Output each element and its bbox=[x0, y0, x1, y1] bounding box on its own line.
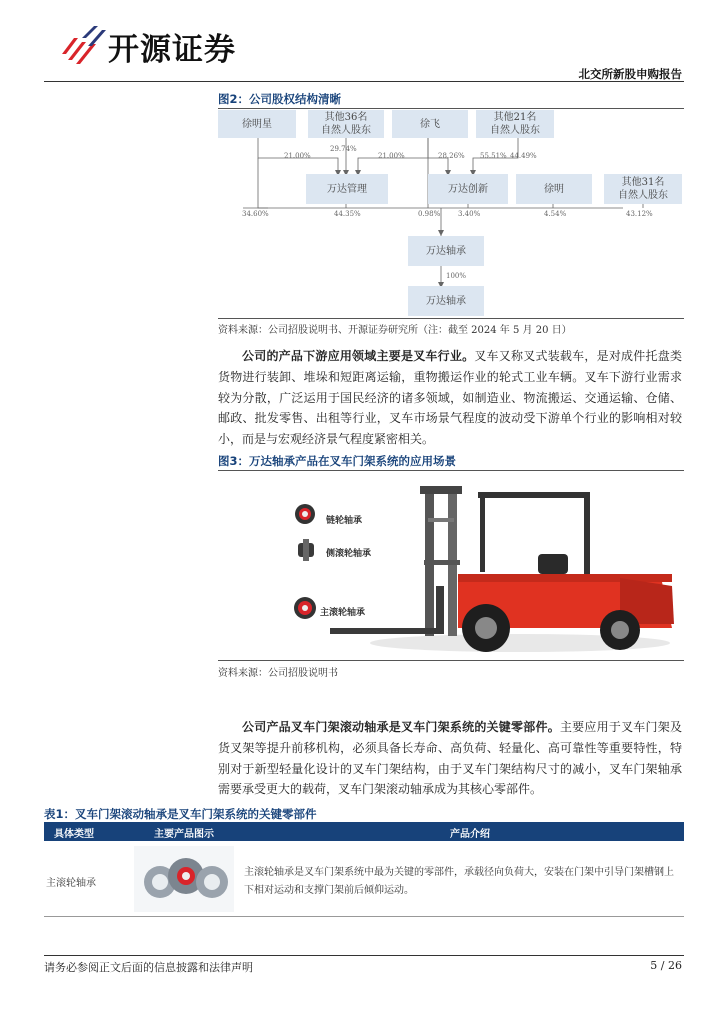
figure2-title: 图2：公司股权结构清晰 bbox=[218, 92, 342, 106]
shareholder-box: 徐飞 bbox=[392, 110, 468, 138]
bearing-icon bbox=[293, 596, 317, 620]
subsidiary-box: 万达轴承 bbox=[408, 286, 484, 316]
ownership-percent: 43.12% bbox=[626, 210, 653, 218]
forklift-icon bbox=[290, 478, 682, 656]
table-header-cell: 具体类型 bbox=[54, 829, 94, 840]
table-bottom-rule bbox=[44, 916, 684, 917]
company-box: 万达轴承 bbox=[408, 236, 484, 266]
report-type: 北交所新股申购报告 bbox=[578, 67, 682, 81]
ownership-chart bbox=[218, 108, 684, 318]
side-roller-bearing-label: 侧滚轮轴承 bbox=[326, 549, 372, 559]
ownership-percent: 21.00% bbox=[284, 152, 311, 160]
ownership-percent: 21.00% bbox=[378, 152, 405, 160]
ownership-percent: 55.51% bbox=[480, 152, 507, 160]
figure2-bottom-rule bbox=[218, 318, 684, 319]
entity-box: 万达管理 bbox=[306, 174, 388, 204]
paragraph-forklift-industry bbox=[218, 346, 682, 450]
page-number: 5 / 26 bbox=[650, 959, 682, 972]
figure3-title: 图3：万达轴承产品在叉车门架系统的应用场景 bbox=[218, 454, 456, 468]
company-name: 开源证券 bbox=[108, 32, 236, 68]
paragraph-key-component bbox=[218, 717, 682, 800]
table-header-cell: 产品介绍 bbox=[450, 829, 490, 840]
ownership-percent: 44.35% bbox=[334, 210, 361, 218]
shareholder-box: 徐明星 bbox=[218, 110, 296, 138]
bearing-icon bbox=[294, 503, 316, 525]
forklift-application-image bbox=[290, 478, 682, 656]
ownership-percent: 4.54% bbox=[544, 210, 567, 218]
ownership-percent: 3.40% bbox=[458, 210, 481, 218]
ownership-percent: 29.74% bbox=[330, 145, 357, 153]
table-header-row bbox=[44, 822, 684, 841]
table1-title: 表1：叉车门架滚动轴承是叉车门架系统的关键零部件 bbox=[44, 807, 317, 821]
table-header-cell: 主要产品图示 bbox=[154, 829, 214, 840]
figure3-source: 资料来源：公司招股说明书 bbox=[218, 668, 338, 679]
paragraph-lead: 公司的产品下游应用领域主要是叉车行业。 bbox=[242, 349, 475, 363]
figure3-top-rule bbox=[218, 470, 684, 471]
header-divider bbox=[44, 81, 684, 82]
disclaimer-note: 请务必参阅正文后面的信息披露和法律声明 bbox=[44, 961, 253, 974]
footer-divider bbox=[44, 955, 684, 956]
table-cell-type: 主滚轮轴承 bbox=[46, 878, 96, 889]
ownership-percent: 44.49% bbox=[510, 152, 537, 160]
entity-box: 万达创新 bbox=[428, 174, 508, 204]
bearing-icon bbox=[296, 539, 316, 561]
figure3-bottom-rule bbox=[218, 660, 684, 661]
paragraph-lead: 公司产品叉车门架滚动轴承是叉车门架系统的关键零部件。 bbox=[242, 720, 560, 734]
ownership-percent: 100% bbox=[446, 272, 467, 280]
shareholder-box: 徐明 bbox=[516, 174, 592, 204]
table-cell-description: 主滚轮轴承是叉车门架系统中最为关键的零部件，承载径向负荷大，安装在门架中引导门架槽钢上下相对运动和支撑门架前后倾仰运动。 bbox=[244, 867, 674, 896]
chain-bearing-label: 链轮轴承 bbox=[326, 516, 363, 526]
figure2-source: 资料来源：公司招股说明书、开源证券研究所（注：截至 2024 年 5 月 20 日） bbox=[218, 325, 572, 336]
paragraph-body: 叉车又称叉式装载车，是对成件托盘类货物进行装卸、堆垛和短距离运输，重物搬运作业的轮式工业车辆。叉车下游行业需求较为分散，广泛运用于国民经济的诸多领域，如制造业、物流搬运、交通运输、仓储、邮政、批发零售、出租等行业，叉车市场景气程度的波动受下游单个行业的影响相对较小，而是与宏观经济景气程度紧密相关。 bbox=[218, 349, 682, 447]
shareholder-box: 其他31名 自然人股东 bbox=[604, 174, 682, 204]
ownership-percent: 28.26% bbox=[438, 152, 465, 160]
shareholder-box: 其他36名 自然人股东 bbox=[308, 110, 384, 138]
shareholder-box: 其他21名 自然人股东 bbox=[476, 110, 554, 138]
roller-bearing-icon bbox=[134, 846, 234, 912]
company-logo-icon bbox=[58, 24, 108, 66]
ownership-percent: 34.60% bbox=[242, 210, 269, 218]
paragraph-body: 主要应用于叉车门架及货叉架等提升前移机构，必须具备长寿命、高负荷、轻量化、高可靠性等重要特性，特别对于新型轻量化设计的叉车门架结构，由于叉车门架结构尺寸的减小，叉车门架轴承需要承受更大的载荷，叉车门架滚动轴承成为其核心零部件。 bbox=[218, 720, 682, 797]
main-roller-bearing-label: 主滚轮轴承 bbox=[320, 608, 366, 618]
ownership-percent: 0.98% bbox=[418, 210, 441, 218]
